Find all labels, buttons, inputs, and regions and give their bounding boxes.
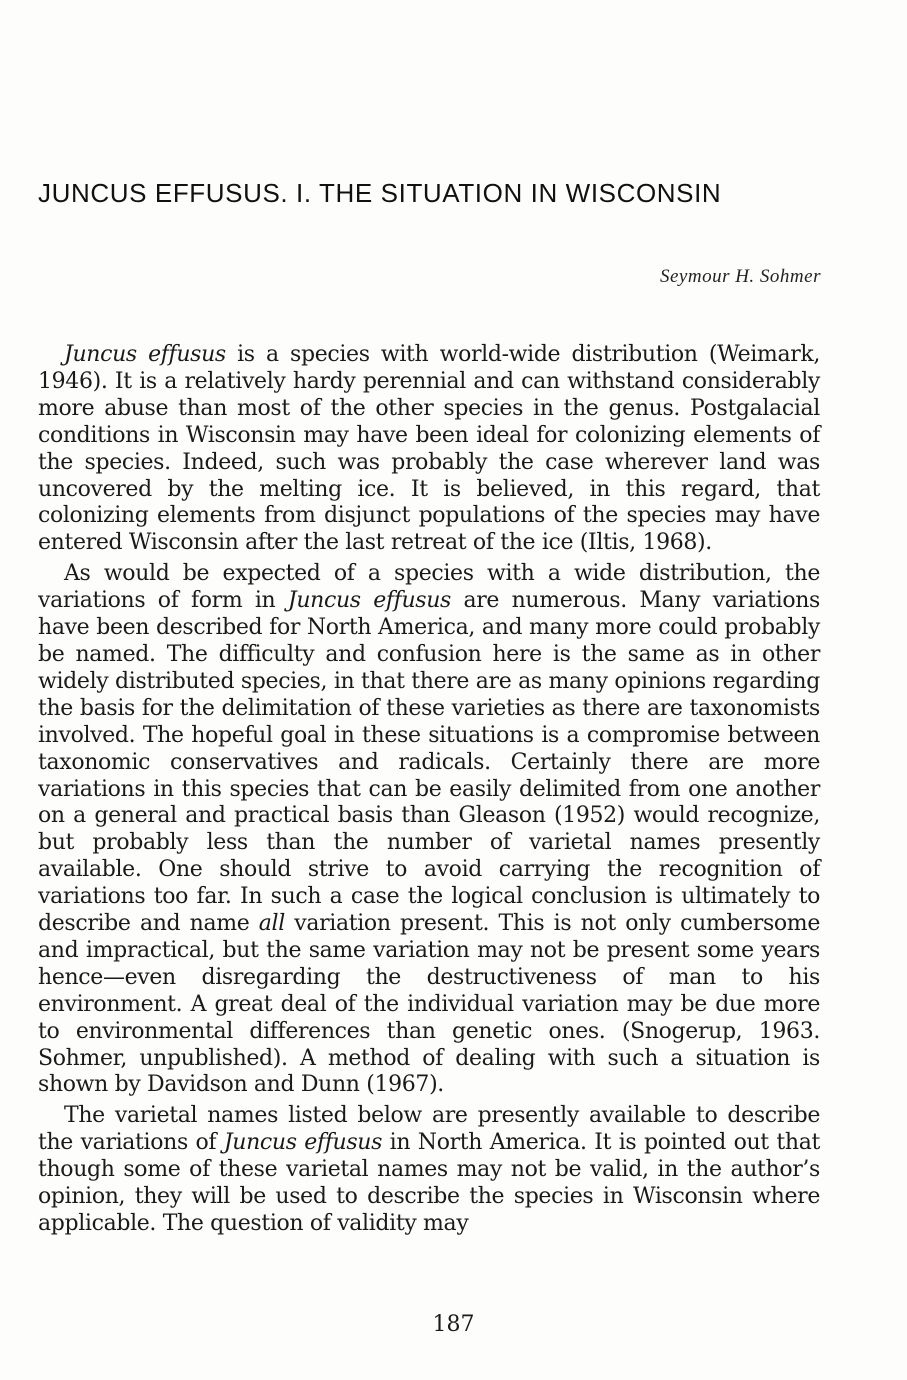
article-title: JUNCUS EFFUSUS. I. THE SITUATION IN WISCONSIN — [38, 178, 722, 208]
paragraph-2 — [38, 561, 820, 1099]
species-name: Juncus effusus — [287, 588, 451, 614]
article-body — [38, 342, 820, 1242]
paragraph-text: The varietal names listed below are presently available to describe the variations of — [38, 1103, 820, 1156]
paragraph-text: As would be expected of a species with a wide distribution, the variations of form in — [38, 561, 820, 614]
author-name: Seymour H. Sohmer — [659, 266, 821, 287]
emphasis-word: all — [258, 911, 285, 937]
paragraph-text: is a species with world-wide distribution (Weimark, 1946). It is a relatively hardy perennial and can withstand considerably more abuse than most of the other species in the genus. Postgalacial conditions in Wisconsin may have been ideal for colonizing elements of the species. Indeed, such was probably the case wherever land was uncovered by the melting ice. It is believed, in this regard, that colonizing elements from disjunct populations of the species may have entered Wisconsin after the last retreat of the ice (Iltis, 1968). — [38, 342, 820, 556]
species-name: Juncus effusus — [223, 1130, 383, 1156]
paragraph-text: in North America. It is pointed out that though some of these varietal names may not be valid, in the author’s opinion, they will be used to describe the species in Wisconsin where applicable. The question of validity may — [38, 1130, 820, 1236]
paragraph-text: variation present. This is not only cumbersome and impractical, but the same variation may not be present some years hence—even disregarding the destructiveness of man to his environment. A great deal of the individual variation may be due more to environmental differences than genetic ones. (Snogerup, 1963. Sohmer, unpublished). A method of dealing with such a situation is shown by Davidson and Dunn (1967). — [38, 911, 820, 1098]
paragraph-text: are numerous. Many variations have been described for North America, and many more could probably be named. The difficulty and confusion here is the same as in other widely distributed species, in that there are as many opinions regarding the basis for the delimitation of these varieties as there are taxonomists involved. The hopeful goal in these situations is a compromise between taxonomic conservatives and radicals. Certainly there are more variations in this species that can be easily delimited from one another on a general and practical basis than Gleason (1952) would recognize, but probably less than the number of varietal names presently available. One should strive to avoid carrying the recognition of variations too far. In such a case the logical conclusion is ultimately to describe and name — [38, 588, 820, 937]
species-name: Juncus effusus — [64, 342, 226, 367]
paragraph-3 — [38, 1103, 820, 1238]
paragraph-1 — [38, 342, 820, 557]
page-number: 187 — [432, 1312, 475, 1337]
